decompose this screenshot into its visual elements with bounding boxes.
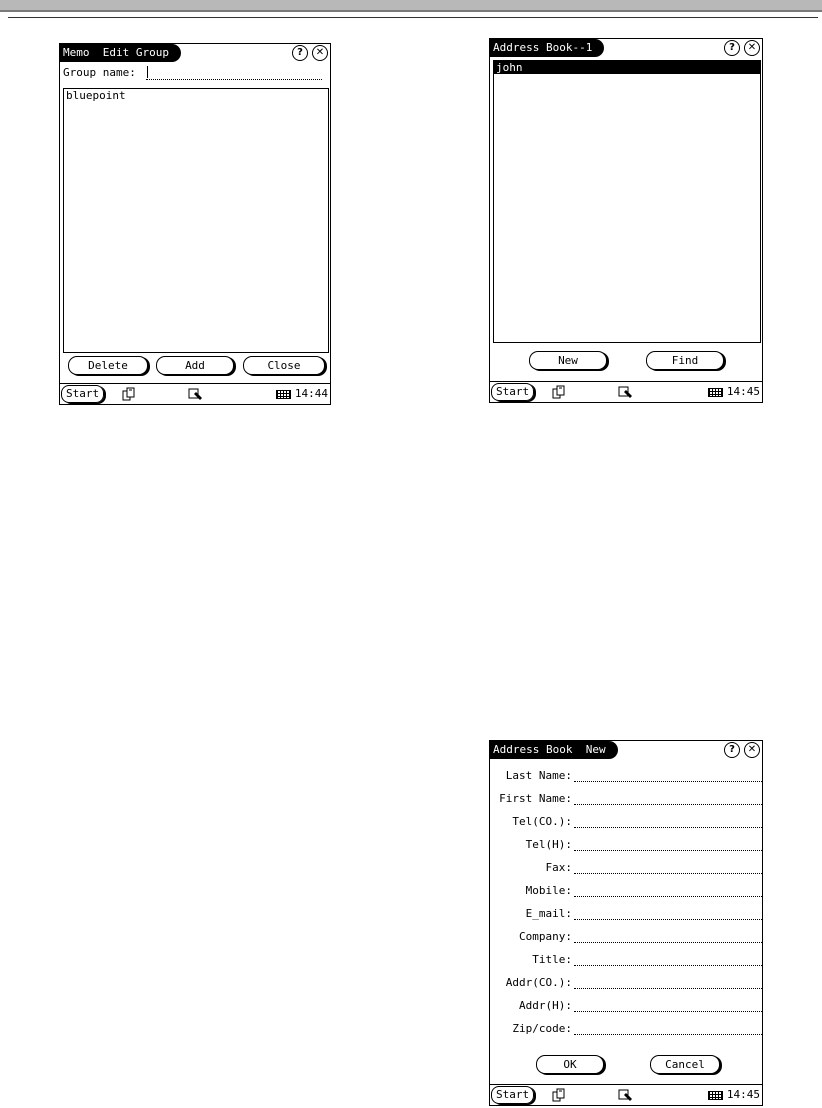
text-cursor: [147, 66, 148, 78]
help-icon[interactable]: ?: [292, 45, 308, 61]
zip-code-field[interactable]: [574, 1034, 762, 1035]
fax-field[interactable]: [574, 873, 762, 874]
document-header-rule: [8, 17, 818, 18]
document-header-bar: [0, 0, 822, 12]
group-name-label: Group name:: [63, 66, 136, 79]
memo-edit-group-window: [59, 43, 331, 405]
fax-row: [490, 861, 762, 875]
window-switch-icon[interactable]: [122, 387, 136, 401]
addr-co-label: Addr(CO.):: [505, 976, 572, 989]
company-field[interactable]: [574, 942, 762, 943]
new-button[interactable]: New: [529, 351, 607, 370]
title-bar: [490, 39, 762, 57]
taskbar: [490, 1084, 762, 1105]
last-name-label: Last Name:: [505, 769, 572, 782]
start-button[interactable]: Start: [61, 385, 104, 403]
last-name-row: [490, 769, 762, 783]
addr-home-field[interactable]: [574, 1011, 762, 1012]
list-item-selected[interactable]: john: [494, 61, 760, 74]
first-name-label: First Name:: [499, 792, 572, 805]
mobile-label: Mobile:: [525, 884, 572, 897]
last-name-field[interactable]: [574, 781, 762, 782]
addr-co-field[interactable]: [574, 988, 762, 989]
addr-co-row: [490, 976, 762, 990]
address-book-list-window: [489, 38, 763, 403]
taskbar: [60, 383, 330, 404]
tel-home-row: [490, 838, 762, 852]
add-button[interactable]: Add: [156, 356, 234, 375]
group-name-input[interactable]: [146, 65, 322, 80]
window-title: Address Book New: [490, 741, 618, 759]
window-switch-icon[interactable]: [552, 385, 566, 399]
pen-input-icon[interactable]: [618, 1088, 634, 1102]
mobile-field[interactable]: [574, 896, 762, 897]
help-icon[interactable]: ?: [724, 40, 740, 56]
addr-home-label: Addr(H):: [519, 999, 572, 1012]
company-label: Company:: [519, 930, 572, 943]
cancel-button[interactable]: Cancel: [650, 1055, 720, 1074]
title-row: [490, 953, 762, 967]
close-icon[interactable]: ✕: [312, 45, 328, 61]
clock-time: 14:44: [294, 387, 328, 400]
contact-list[interactable]: [493, 60, 761, 343]
keyboard-icon[interactable]: [708, 1091, 723, 1100]
start-button[interactable]: Start: [491, 383, 534, 401]
window-title: Address Book--1: [490, 39, 604, 57]
start-button[interactable]: Start: [491, 1086, 534, 1104]
help-icon[interactable]: ?: [724, 742, 740, 758]
taskbar: [490, 381, 762, 402]
title-bar: [60, 44, 330, 62]
tel-co-row: [490, 815, 762, 829]
ok-button[interactable]: OK: [536, 1055, 604, 1074]
find-button[interactable]: Find: [646, 351, 724, 370]
addr-home-row: [490, 999, 762, 1013]
tel-co-field[interactable]: [574, 827, 762, 828]
close-button[interactable]: Close: [243, 356, 325, 375]
zip-code-row: [490, 1022, 762, 1036]
window-title: Memo Edit Group: [60, 44, 181, 62]
close-icon[interactable]: ✕: [744, 40, 760, 56]
pen-input-icon[interactable]: [618, 385, 634, 399]
close-icon[interactable]: ✕: [744, 742, 760, 758]
keyboard-icon[interactable]: [276, 390, 291, 399]
delete-button[interactable]: Delete: [68, 356, 148, 375]
pen-input-icon[interactable]: [188, 387, 204, 401]
tel-co-label: Tel(CO.):: [512, 815, 572, 828]
first-name-field[interactable]: [574, 804, 762, 805]
zip-code-label: Zip/code:: [512, 1022, 572, 1035]
company-row: [490, 930, 762, 944]
first-name-row: [490, 792, 762, 806]
mobile-row: [490, 884, 762, 898]
title-bar: [490, 741, 762, 759]
tel-home-field[interactable]: [574, 850, 762, 851]
title-field[interactable]: [574, 965, 762, 966]
email-label: E_mail:: [525, 907, 572, 920]
email-field[interactable]: [574, 919, 762, 920]
email-row: [490, 907, 762, 921]
clock-time: 14:45: [726, 1088, 760, 1101]
title-label: Title:: [532, 953, 572, 966]
keyboard-icon[interactable]: [708, 388, 723, 397]
tel-home-label: Tel(H):: [525, 838, 572, 851]
list-item[interactable]: bluepoint: [66, 89, 126, 102]
group-list[interactable]: [63, 88, 329, 353]
clock-time: 14:45: [726, 385, 760, 398]
fax-label: Fax:: [545, 861, 572, 874]
address-book-new-window: [489, 740, 763, 1106]
window-switch-icon[interactable]: [552, 1088, 566, 1102]
